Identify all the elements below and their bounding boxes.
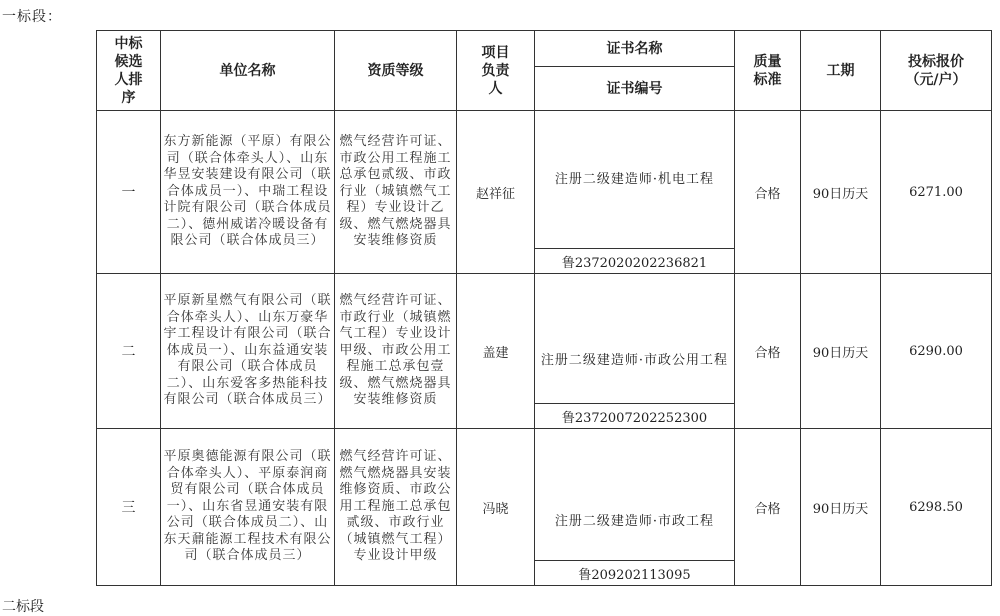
quality-cell: 合格 [735, 274, 801, 429]
duration-cell: 90日历天 [801, 429, 881, 586]
unit-name-cell: 平原奥德能源有限公司（联合体牵头人）、平原泰润商贸有限公司（联合体成员一）、山东省昱通安装有限公司（联合体成员二）、山东天鼐能源工程技术有限公司（联合体成员三） [161, 429, 335, 586]
cert-no-cell: 鲁209202113095 [535, 561, 735, 586]
header-cert-name: 证书名称 [535, 31, 735, 67]
unit-name-cell: 平原新星燃气有限公司（联合体牵头人）、山东万豪华宇工程设计有限公司（联合体成员一）、山东益通安装有限公司（联合体成员二）、山东爱客多热能科技有限公司（联合体成员三） [161, 274, 335, 429]
project-manager-cell: 盖建 [457, 274, 535, 429]
header-bid-price: 投标报价（元/户） [881, 31, 992, 111]
quality-cell: 合格 [735, 111, 801, 274]
header-unit-name: 单位名称 [161, 31, 335, 111]
table-row [97, 274, 992, 404]
project-manager-cell: 赵祥征 [457, 111, 535, 274]
cert-name-cell: 注册二级建造师·机电工程 [535, 111, 735, 249]
qualification-cell: 燃气经营许可证、市政行业（城镇燃气工程）专业设计甲级、市政公用工程施工总承包壹级、燃气燃烧器具安装维修资质 [335, 274, 457, 429]
duration-cell: 90日历天 [801, 274, 881, 429]
cert-name-cell: 注册二级建造师·市政工程 [535, 429, 735, 561]
cert-no-cell: 鲁2372007202252300 [535, 404, 735, 429]
rank-cell: 一 [97, 111, 161, 274]
header-project-manager: 项目负责人 [457, 31, 535, 111]
rank-cell: 三 [97, 429, 161, 586]
bid-price-cell: 6290.00 [881, 274, 992, 429]
duration-cell: 90日历天 [801, 111, 881, 274]
bid-price-cell: 6298.50 [881, 429, 992, 586]
project-manager-cell: 冯晓 [457, 429, 535, 586]
bid-candidates-table [96, 30, 992, 586]
header-duration: 工期 [801, 31, 881, 111]
unit-name-cell: 东方新能源（平原）有限公司（联合体牵头人）、山东华昱安装建设有限公司（联合体成员一）、中瑞工程设计院有限公司（联合体成员二）、德州威诺冷暖设备有限公司（联合体成员三） [161, 111, 335, 274]
cert-no-cell: 鲁2372020202236821 [535, 249, 735, 274]
qualification-cell: 燃气经营许可证、燃气燃烧器具安装维修资质、市政公用工程施工总承包贰级、市政行业（城镇燃气工程）专业设计甲级 [335, 429, 457, 586]
header-rank: 中标候选人排序 [97, 31, 161, 111]
quality-cell: 合格 [735, 429, 801, 586]
qualification-cell: 燃气经营许可证、市政公用工程施工总承包贰级、市政行业（城镇燃气工程）专业设计乙级、燃气燃烧器具安装维修资质 [335, 111, 457, 274]
section-title: 一标段： [2, 9, 62, 25]
table-row [97, 429, 992, 561]
cert-name-cell: 注册二级建造师·市政公用工程 [535, 274, 735, 404]
next-section-title: 二标段 [2, 599, 44, 615]
header-quality: 质量标准 [735, 31, 801, 111]
bid-price-cell: 6271.00 [881, 111, 992, 274]
header-cert-no: 证书编号 [535, 67, 735, 111]
table-row [97, 111, 992, 249]
rank-cell: 二 [97, 274, 161, 429]
header-qualification: 资质等级 [335, 31, 457, 111]
